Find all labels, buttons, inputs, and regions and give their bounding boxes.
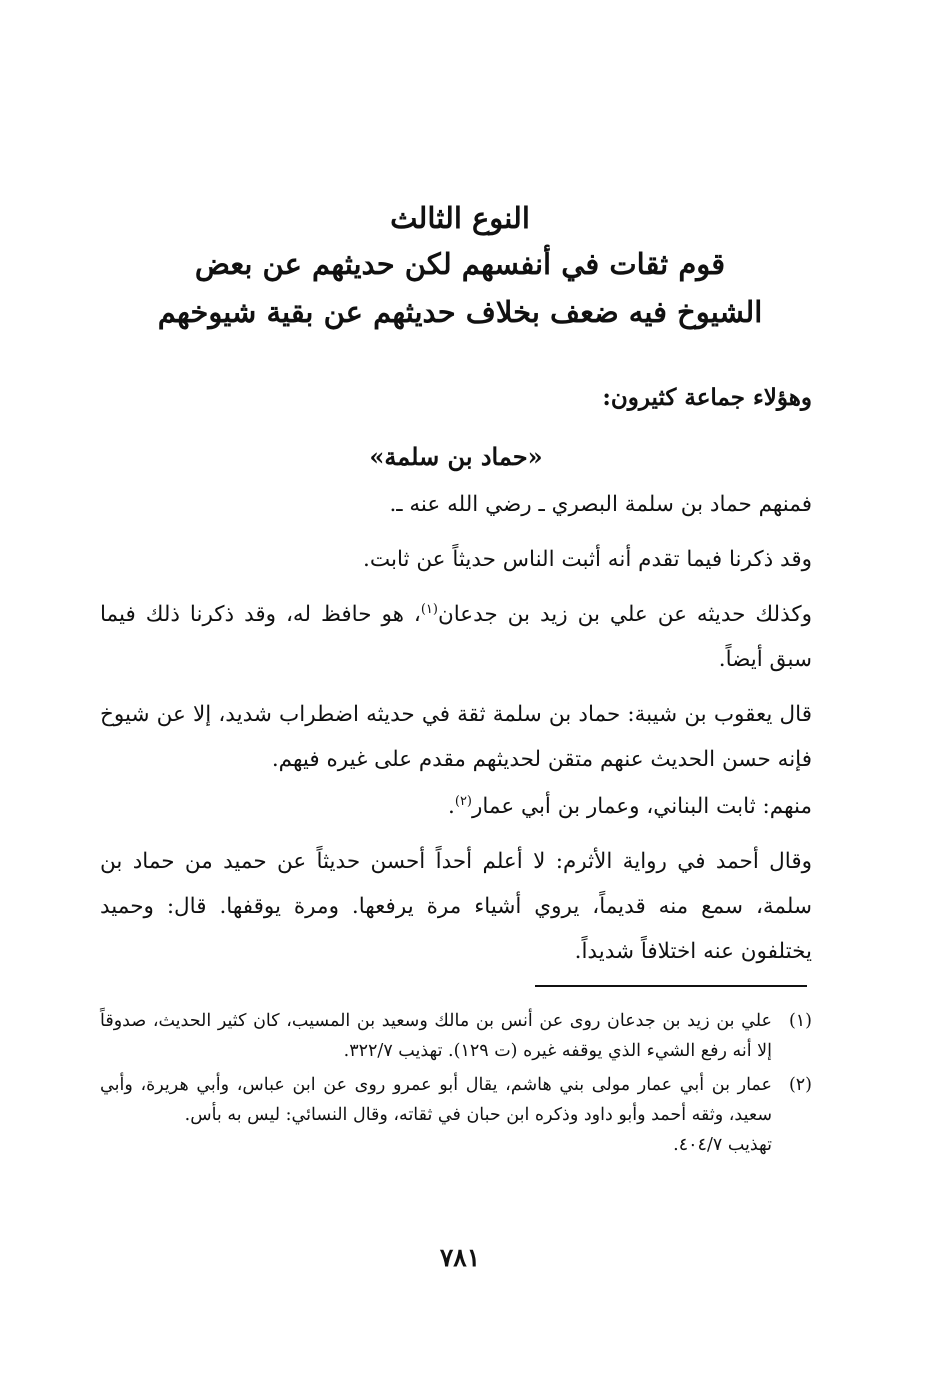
paragraph-2: وقد ذكرنا فيما تقدم أنه أثبت الناس حديثاً عن ثابت. [363,547,812,572]
section-heading: «حماد بن سلمة» [369,442,543,471]
paragraph-3 [100,592,812,682]
main-text [100,378,812,984]
footnote-2-reference: تهذيب ٤٠٤/٧. [673,1135,772,1155]
paragraph-1: فمنهم حماد بن سلمة البصري ـ رضي الله عنه ـ. [389,492,812,517]
footnote-ref-1[interactable]: (١) [420,601,438,617]
footnote-2-text: عمار بن أبي عمار مولى بني هاشم، يقال أبو عمرو روى عن ابن عباس، وأبي هريرة، وأبي سعيد، وثقه أحمد وأبو داود وذكره ابن حبان في ثقاته، وقال النسائي: ليس به بأس. [100,1075,772,1125]
chapter-subtitle-line-2: الشيوخ فيه ضعف بخلاف حديثهم عن بقية شيوخهم [157,295,763,329]
paragraph-5-text-b: . [448,794,455,819]
page-number: ٧٨١ [439,1243,481,1272]
intro-line: وهؤلاء جماعة كثيرون: [602,384,812,411]
paragraph-6: وقال أحمد في رواية الأثرم: لا أعلم أحداً أحسن حديثاً عن حميد من حماد بن سلمة، سمع منه قديماً، يروي أشياء مرة يرفعها. ومرة يوقفها. قال: وحميد يختلفون عنه اختلافاً شديداً. [100,849,812,964]
paragraph-3-text-b: ، هو حافظ له، وقد ذكرنا ذلك فيما سبق أيضاً. [100,602,812,672]
footnote-ref-2[interactable]: (٢) [454,793,472,809]
footnote-divider [535,985,807,987]
chapter-header [100,196,820,336]
chapter-subtitle-line-1: قوم ثقات في أنفسهم لكن حديثهم عن بعض [194,247,726,281]
footnotes [100,1006,812,1164]
footnote-2-body [100,1070,772,1160]
footnote-1 [100,1006,812,1066]
chapter-title: النوع الثالث [390,201,530,235]
paragraph-5-text-a: منهم: ثابت البناني، وعمار بن أبي عمار [472,794,812,819]
footnote-1-number: (١) [788,1011,812,1031]
paragraph-4: قال يعقوب بن شيبة: حماد بن سلمة ثقة في حديثه اضطراب شديد، إلا عن شيوخ فإنه حسن الحديث عنهم متقن لحديثهم مقدم على غيره فيهم. [100,702,812,772]
footnote-2 [100,1070,812,1160]
footnote-1-text: علي بن زيد بن جدعان روى عن أنس بن مالك وسعيد بن المسيب، كان كثير الحديث، صدوقاً إلا أنه رفع الشيء الذي يوقفه غيره (ت ١٢٩). تهذيب ٣٢٢/٧. [100,1011,772,1061]
paragraph-5 [100,784,812,829]
footnote-2-number: (٢) [788,1075,812,1095]
paragraph-3-text-a: وكذلك حديثه عن علي بن زيد بن جدعان [437,602,812,627]
